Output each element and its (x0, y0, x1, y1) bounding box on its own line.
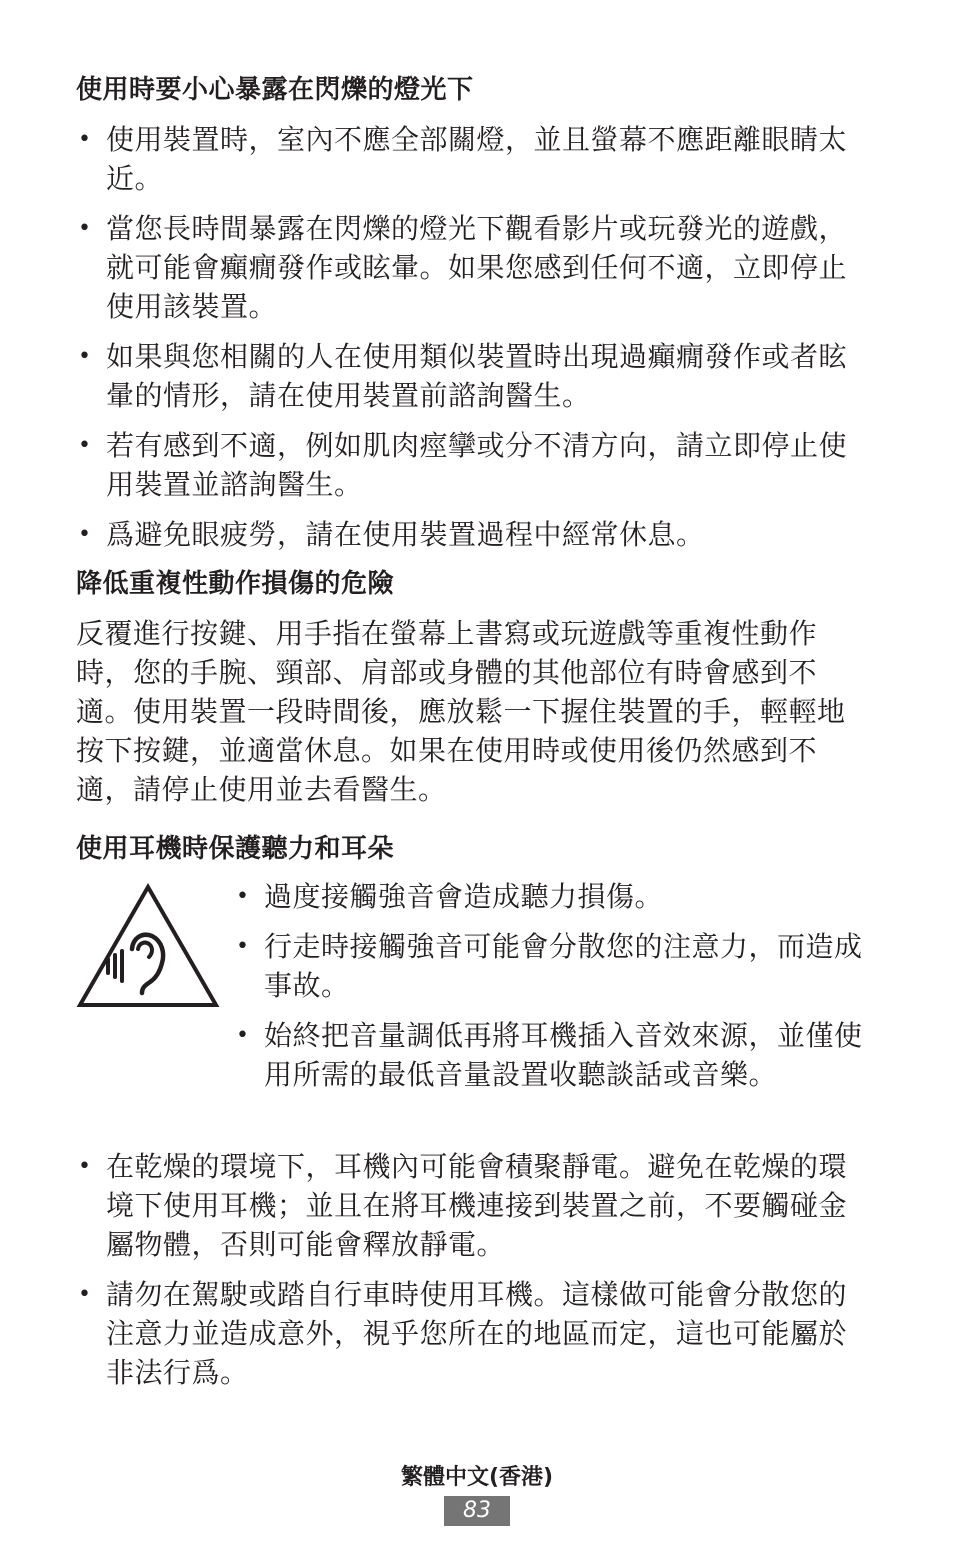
page-footer (0, 1462, 954, 1526)
section-hearing-protection (76, 831, 866, 1392)
bullet-list (76, 120, 866, 554)
bullet-icon: • (78, 216, 92, 241)
bullet-icon: • (78, 522, 92, 547)
bullet-icon: • (236, 934, 250, 959)
bullet-icon: • (78, 344, 92, 369)
list-item-text: 始終把音量調低再將耳機插入音效來源，並僅使用所需的最低音量設置收聽談話或音樂。 (264, 1019, 863, 1091)
section-heading: 使用耳機時保護聽力和耳朵 (76, 834, 395, 864)
list-item (234, 877, 874, 916)
list-item-text: 過度接觸強音會造成聽力損傷。 (264, 880, 664, 913)
list-item (234, 927, 874, 1005)
section-heading: 降低重複性動作損傷的危險 (76, 569, 395, 599)
footer-language: 繁體中文(香港) (400, 1465, 554, 1490)
bullet-list (234, 877, 874, 1105)
list-item-text: 請勿在駕駛或踏自行車時使用耳機。這樣做可能會分散您的注意力並造成意外，視乎您所在的地區而定，這也可能屬於非法行爲。 (106, 1278, 848, 1389)
section-repetitive-motion (76, 566, 866, 809)
bullet-icon: • (236, 1023, 250, 1048)
list-item-text: 行走時接觸強音可能會分散您的注意力，而造成事故。 (264, 930, 863, 1002)
list-item-text: 爲避免眼疲勞，請在使用裝置過程中經常休息。 (106, 518, 705, 551)
list-item (76, 120, 866, 198)
list-item (76, 426, 866, 504)
bullet-icon: • (236, 884, 250, 909)
list-item-text: 在乾燥的環境下，耳機內可能會積聚靜電。避免在乾燥的環境下使用耳機；並且在將耳機連接到裝置之前，不要觸碰金屬物體，否則可能會釋放靜電。 (106, 1150, 848, 1261)
hearing-warning-block (76, 877, 866, 1139)
section-paragraph: 反覆進行按鍵、用手指在螢幕上書寫或玩遊戲等重複性動作時，您的手腕、頸部、肩部或身體的其他部位有時會感到不適。使用裝置一段時間後，應放鬆一下握住裝置的手，輕輕地按下按鍵，並適當休息。如果在使用時或使用後仍然感到不適，請停止使用並去看醫生。 (76, 617, 846, 806)
list-item (76, 337, 866, 415)
list-item (76, 209, 866, 326)
bullet-icon: • (78, 1154, 92, 1179)
list-item-text: 當您長時間暴露在閃爍的燈光下觀看影片或玩發光的遊戲，就可能會癲癇發作或眩暈。如果您感到任何不適，立即停止使用該裝置。 (106, 212, 848, 323)
bullet-icon: • (78, 433, 92, 458)
list-item-text: 使用裝置時，室內不應全部關燈，並且螢幕不應距離眼睛太近。 (106, 123, 848, 195)
bullet-list (76, 1147, 866, 1392)
list-item-text: 若有感到不適，例如肌肉痙攣或分不清方向，請立即停止使用裝置並諮詢醫生。 (106, 429, 848, 501)
bullet-icon: • (78, 1282, 92, 1307)
page-number: 83 (444, 1496, 510, 1526)
list-item (76, 1275, 866, 1392)
list-item-text: 如果與您相關的人在使用類似裝置時出現過癲癇發作或者眩暈的情形，請在使用裝置前諮詢醫生。 (106, 340, 848, 412)
list-item (234, 1016, 874, 1094)
hearing-warning-icon (76, 883, 220, 1009)
bullet-icon: • (78, 127, 92, 152)
section-flashing-lights (76, 72, 866, 554)
manual-page (76, 66, 866, 1403)
hearing-additional-list (76, 1147, 866, 1392)
list-item (76, 1147, 866, 1264)
list-item (76, 515, 866, 554)
section-heading: 使用時要小心暴露在閃爍的燈光下 (76, 75, 474, 105)
